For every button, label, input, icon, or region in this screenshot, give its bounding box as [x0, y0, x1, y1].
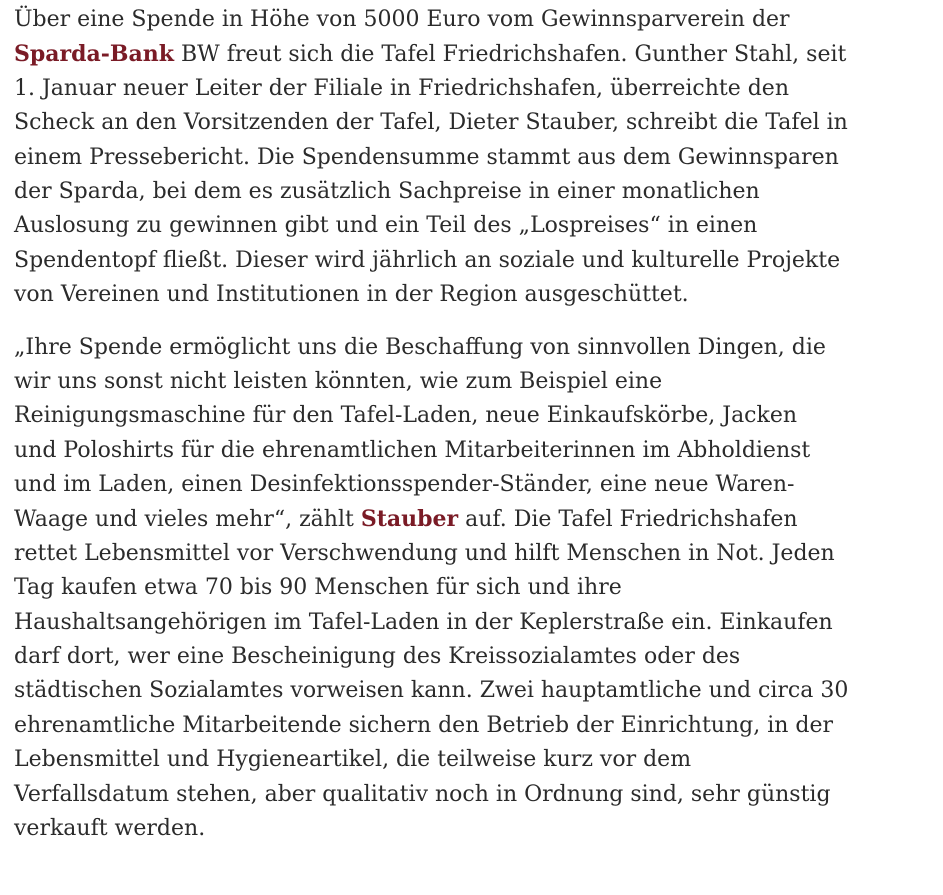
- text-line: einem Pressebericht. Die Spendensumme stammt aus dem Gewinnsparen: [14, 144, 839, 170]
- sparda-bank-link[interactable]: Sparda-Bank: [14, 41, 174, 68]
- text-line: der Sparda, bei dem es zusätzlich Sachpreise in einer monatlichen: [14, 178, 760, 204]
- text-line: städtischen Sozialamtes vorweisen kann. Zwei hauptamtliche und circa 30: [14, 678, 849, 704]
- article-paragraph-1: [14, 0, 943, 313]
- text-line: Lebensmittel und Hygieneartikel, die teilweise kurz vor dem: [14, 747, 692, 773]
- text-span: Waage und vieles mehr“, zählt: [14, 507, 361, 533]
- text-line: [14, 37, 943, 71]
- text-line: „Ihre Spende ermöglicht uns die Beschaffung von sinnvollen Dingen, die: [14, 334, 826, 360]
- text-line: von Vereinen und Institutionen in der Region ausgeschüttet.: [14, 282, 689, 308]
- text-line: verkauft werden.: [14, 815, 206, 841]
- text-line: und Poloshirts für die ehrenamtlichen Mitarbeiterinnen im Abholdienst: [14, 437, 811, 463]
- text-line: Auslosung zu gewinnen gibt und ein Teil des „Lospreises“ in einen: [14, 213, 758, 239]
- text-line: Reinigungsmaschine für den Tafel-Laden, neue Einkaufskörbe, Jacken: [14, 403, 798, 429]
- text-line: [14, 502, 943, 536]
- text-line: Spendentopf fließt. Dieser wird jährlich an soziale und kulturelle Projekte: [14, 247, 841, 273]
- text-line: Über eine Spende in Höhe von 5000 Euro vom Gewinnsparverein der: [14, 7, 790, 32]
- text-line: 1. Januar neuer Leiter der Filiale in Friedrichshafen, überreichte den: [14, 75, 789, 101]
- text-span: auf. Die Tafel Friedrichshafen: [458, 507, 798, 533]
- text-line: ehrenamtliche Mitarbeitende sichern den Betrieb der Einrichtung, in der: [14, 712, 834, 738]
- text-line: Tag kaufen etwa 70 bis 90 Menschen für sich und ihre: [14, 575, 622, 601]
- text-line: darf dort, wer eine Bescheinigung des Kreissozialamtes oder des: [14, 644, 741, 670]
- article-paragraph-2: [14, 331, 943, 847]
- text-line: Haushaltsangehörigen im Tafel-Laden in der Keplerstraße ein. Einkaufen: [14, 609, 833, 635]
- text-line: Verfallsdatum stehen, aber qualitativ noch in Ordnung sind, sehr günstig: [14, 781, 831, 807]
- text-line: Scheck an den Vorsitzenden der Tafel, Dieter Stauber, schreibt die Tafel in: [14, 110, 848, 136]
- text-span: BW freut sich die Tafel Friedrichshafen. Gunther Stahl, seit: [173, 42, 847, 68]
- text-line: und im Laden, einen Desinfektionsspender-Ständer, eine neue Waren-: [14, 472, 795, 498]
- text-line: wir uns sonst nicht leisten könnten, wie zum Beispiel eine: [14, 368, 663, 394]
- stauber-link[interactable]: Stauber: [360, 506, 459, 533]
- text-line: rettet Lebensmittel vor Verschwendung und hilft Menschen in Not. Jeden: [14, 540, 835, 566]
